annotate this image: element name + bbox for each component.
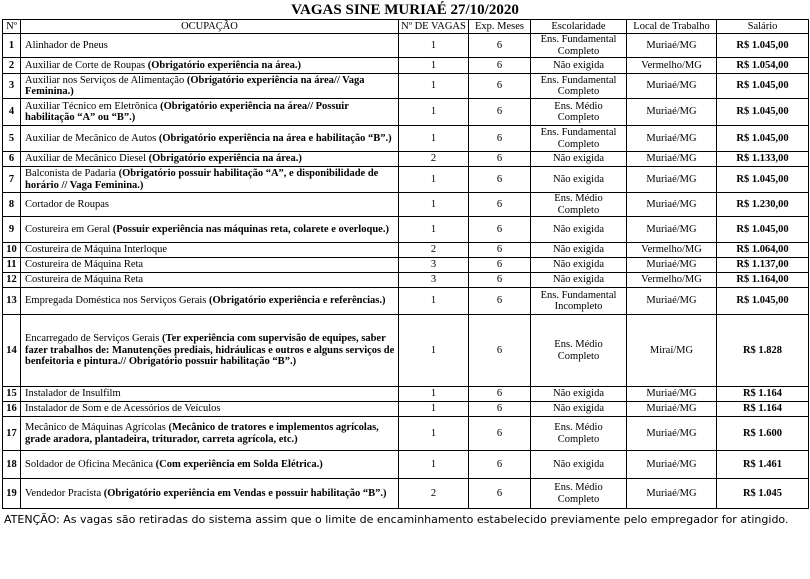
ocupacao-requirements: (Possuir experiência nas máquinas reta, colarete e overloque.) bbox=[112, 223, 389, 235]
row-salario: R$ 1.045 bbox=[717, 479, 809, 509]
row-salario: R$ 1.045,00 bbox=[717, 167, 809, 193]
row-salario: R$ 1.600 bbox=[717, 417, 809, 451]
row-number: 9 bbox=[3, 217, 21, 243]
table-header-row bbox=[3, 20, 809, 34]
row-exp: 6 bbox=[469, 99, 531, 126]
table-row bbox=[3, 58, 809, 74]
row-local: Muriaé/MG bbox=[627, 479, 717, 509]
row-number: 3 bbox=[3, 74, 21, 99]
row-ocupacao bbox=[21, 288, 399, 315]
attention-note: ATENÇÃO: As vagas são retiradas do sistema assim que o limite de encaminhamento estabelecido previamente pelo empregador for atingido. bbox=[4, 513, 789, 526]
row-local: Muriaé/MG bbox=[627, 34, 717, 58]
ocupacao-title: Costureira de Máquina Interloque bbox=[25, 244, 167, 256]
row-vagas: 1 bbox=[399, 451, 469, 479]
row-salario: R$ 1.164 bbox=[717, 402, 809, 417]
row-exp: 6 bbox=[469, 152, 531, 167]
ocupacao-title: Instalador de Som e de Acessórios de Veículos bbox=[25, 403, 221, 415]
row-escolaridade: Ens. Fundamental Completo bbox=[531, 126, 627, 152]
header-salario: Salário bbox=[717, 20, 809, 34]
header-vagas: Nº DE VAGAS bbox=[399, 20, 469, 34]
row-salario: R$ 1.064,00 bbox=[717, 243, 809, 258]
row-number: 5 bbox=[3, 126, 21, 152]
row-exp: 6 bbox=[469, 387, 531, 402]
ocupacao-title: Instalador de Insulfilm bbox=[25, 388, 121, 400]
page-title: VAGAS SINE MURIAÉ 27/10/2020 bbox=[291, 2, 519, 18]
row-escolaridade: Ens. Médio Completo bbox=[531, 315, 627, 387]
ocupacao-title: Costureira de Máquina Reta bbox=[25, 274, 144, 286]
header-ocupacao: OCUPAÇÃO bbox=[21, 20, 399, 34]
row-salario: R$ 1.045,00 bbox=[717, 217, 809, 243]
row-local: Miraí/MG bbox=[627, 315, 717, 387]
table-row bbox=[3, 167, 809, 193]
row-local: Muriaé/MG bbox=[627, 258, 717, 273]
row-local: Muriaé/MG bbox=[627, 126, 717, 152]
row-number: 18 bbox=[3, 451, 21, 479]
row-vagas: 1 bbox=[399, 34, 469, 58]
row-ocupacao bbox=[21, 258, 399, 273]
row-local: Muriaé/MG bbox=[627, 387, 717, 402]
row-salario: R$ 1.137,00 bbox=[717, 258, 809, 273]
row-escolaridade: Não exigida bbox=[531, 217, 627, 243]
ocupacao-title: Auxiliar Técnico em Eletrônica bbox=[25, 100, 158, 112]
row-salario: R$ 1.828 bbox=[717, 315, 809, 387]
row-escolaridade: Não exigida bbox=[531, 243, 627, 258]
row-salario: R$ 1.045,00 bbox=[717, 126, 809, 152]
table-row bbox=[3, 479, 809, 509]
job-listing-sheet bbox=[2, 1, 808, 530]
row-exp: 6 bbox=[469, 451, 531, 479]
ocupacao-requirements: (Obrigatório possuir habilitação “A”, e disponibilidade de horário // Vaga Feminina.) bbox=[25, 168, 379, 191]
row-vagas: 1 bbox=[399, 402, 469, 417]
ocupacao-title: Balconista de Padaria bbox=[25, 168, 116, 179]
ocupacao-title: Empregada Doméstica nos Serviços Gerais bbox=[25, 295, 207, 307]
table-row bbox=[3, 152, 809, 167]
row-escolaridade: Não exigida bbox=[531, 167, 627, 193]
row-number: 14 bbox=[3, 315, 21, 387]
row-local: Muriaé/MG bbox=[627, 217, 717, 243]
ocupacao-requirements: (Obrigatório experiência na área// Possuir habilitação “A” ou “B”.) bbox=[25, 100, 349, 123]
table-row bbox=[3, 258, 809, 273]
ocupacao-title: Auxiliar de Mecânico Diesel bbox=[25, 153, 146, 165]
row-ocupacao bbox=[21, 99, 399, 126]
row-escolaridade: Ens. Médio Completo bbox=[531, 417, 627, 451]
row-exp: 6 bbox=[469, 167, 531, 193]
row-exp: 6 bbox=[469, 288, 531, 315]
row-number: 11 bbox=[3, 258, 21, 273]
row-escolaridade: Ens. Fundamental Completo bbox=[531, 34, 627, 58]
table-row bbox=[3, 217, 809, 243]
ocupacao-requirements: (Ter experiência com supervisão de equipes, saber fazer trabalhos de: Manutenções prediais, hidráulicas e outros e alguns serviços de benfeitoria e pintura.// Obrigatório possuir habilitação “B”.) bbox=[25, 333, 395, 368]
header-escolaridade: Escolaridade bbox=[531, 20, 627, 34]
row-number: 15 bbox=[3, 387, 21, 402]
row-escolaridade: Não exigida bbox=[531, 152, 627, 167]
row-vagas: 2 bbox=[399, 152, 469, 167]
row-vagas: 1 bbox=[399, 58, 469, 74]
row-ocupacao bbox=[21, 74, 399, 99]
ocupacao-title: Costureira em Geral bbox=[25, 223, 111, 235]
row-vagas: 1 bbox=[399, 417, 469, 451]
ocupacao-requirements: (Obrigatório experiência e referências.) bbox=[209, 295, 386, 307]
row-exp: 6 bbox=[469, 217, 531, 243]
ocupacao-requirements: (Obrigatório experiência na área.) bbox=[147, 59, 301, 71]
row-salario: R$ 1.054,00 bbox=[717, 58, 809, 74]
ocupacao-requirements: (Obrigatório experiência na área.) bbox=[148, 153, 302, 165]
row-exp: 6 bbox=[469, 258, 531, 273]
row-salario: R$ 1.045,00 bbox=[717, 34, 809, 58]
ocupacao-title: Auxiliar de Corte de Roupas bbox=[25, 59, 146, 71]
row-salario: R$ 1.164,00 bbox=[717, 273, 809, 288]
row-ocupacao bbox=[21, 479, 399, 509]
row-number: 12 bbox=[3, 273, 21, 288]
row-escolaridade: Não exigida bbox=[531, 387, 627, 402]
row-local: Muriaé/MG bbox=[627, 402, 717, 417]
row-escolaridade: Ens. Fundamental Completo bbox=[531, 74, 627, 99]
row-salario: R$ 1.045,00 bbox=[717, 99, 809, 126]
row-escolaridade: Não exigida bbox=[531, 451, 627, 479]
row-ocupacao bbox=[21, 402, 399, 417]
row-vagas: 1 bbox=[399, 126, 469, 152]
row-exp: 6 bbox=[469, 74, 531, 99]
row-vagas: 1 bbox=[399, 193, 469, 217]
row-ocupacao bbox=[21, 152, 399, 167]
row-local: Vermelho/MG bbox=[627, 58, 717, 74]
row-vagas: 1 bbox=[399, 387, 469, 402]
row-ocupacao bbox=[21, 451, 399, 479]
row-ocupacao bbox=[21, 193, 399, 217]
row-vagas: 1 bbox=[399, 74, 469, 99]
row-local: Muriaé/MG bbox=[627, 417, 717, 451]
table-row bbox=[3, 193, 809, 217]
ocupacao-requirements: (Mecânico de tratores e implementos agrícolas, grade aradora, plantadeira, triturador, carreta agrícola, etc.) bbox=[25, 422, 379, 445]
row-exp: 6 bbox=[469, 243, 531, 258]
row-exp: 6 bbox=[469, 34, 531, 58]
header-local: Local de Trabalho bbox=[627, 20, 717, 34]
ocupacao-title: Encarregado de Serviços Gerais bbox=[25, 333, 160, 345]
row-ocupacao bbox=[21, 217, 399, 243]
table-row bbox=[3, 417, 809, 451]
row-vagas: 1 bbox=[399, 315, 469, 387]
row-number: 4 bbox=[3, 99, 21, 126]
jobs-table bbox=[2, 19, 809, 509]
row-salario: R$ 1.230,00 bbox=[717, 193, 809, 217]
row-exp: 6 bbox=[469, 126, 531, 152]
row-local: Muriaé/MG bbox=[627, 167, 717, 193]
row-local: Muriaé/MG bbox=[627, 193, 717, 217]
row-number: 19 bbox=[3, 479, 21, 509]
row-escolaridade: Ens. Médio Completo bbox=[531, 479, 627, 509]
table-row bbox=[3, 402, 809, 417]
row-number: 2 bbox=[3, 58, 21, 74]
row-ocupacao bbox=[21, 58, 399, 74]
row-ocupacao bbox=[21, 243, 399, 258]
row-vagas: 3 bbox=[399, 258, 469, 273]
ocupacao-title: Vendedor Pracista bbox=[25, 487, 102, 499]
ocupacao-requirements: (Obrigatório experiência na área e habilitação “B”.) bbox=[158, 132, 392, 144]
row-number: 1 bbox=[3, 34, 21, 58]
row-exp: 6 bbox=[469, 479, 531, 509]
ocupacao-requirements: (Com experiência em Solda Elétrica.) bbox=[155, 458, 323, 470]
row-ocupacao bbox=[21, 273, 399, 288]
row-salario: R$ 1.461 bbox=[717, 451, 809, 479]
row-ocupacao bbox=[21, 387, 399, 402]
table-row bbox=[3, 288, 809, 315]
ocupacao-title: Auxiliar nos Serviços de Alimentação bbox=[25, 74, 185, 86]
header-exp: Exp. Meses bbox=[469, 20, 531, 34]
row-salario: R$ 1.164 bbox=[717, 387, 809, 402]
row-salario: R$ 1.045,00 bbox=[717, 288, 809, 315]
row-escolaridade: Não exigida bbox=[531, 258, 627, 273]
table-row bbox=[3, 126, 809, 152]
row-ocupacao bbox=[21, 417, 399, 451]
row-number: 16 bbox=[3, 402, 21, 417]
table-row bbox=[3, 315, 809, 387]
row-ocupacao bbox=[21, 126, 399, 152]
row-exp: 6 bbox=[469, 58, 531, 74]
row-number: 7 bbox=[3, 167, 21, 193]
ocupacao-title: Auxiliar de Mecânico de Autos bbox=[25, 132, 157, 144]
row-exp: 6 bbox=[469, 273, 531, 288]
row-ocupacao bbox=[21, 167, 399, 193]
ocupacao-title: Soldador de Oficina Mecânica bbox=[25, 458, 153, 470]
table-row bbox=[3, 34, 809, 58]
ocupacao-requirements: (Obrigatório experiência em Vendas e possuir habilitação “B”.) bbox=[103, 487, 387, 499]
row-local: Muriaé/MG bbox=[627, 74, 717, 99]
ocupacao-title: Alinhador de Pneus bbox=[25, 39, 108, 51]
row-vagas: 1 bbox=[399, 167, 469, 193]
table-row bbox=[3, 243, 809, 258]
row-salario: R$ 1.133,00 bbox=[717, 152, 809, 167]
row-salario: R$ 1.045,00 bbox=[717, 74, 809, 99]
row-local: Muriaé/MG bbox=[627, 451, 717, 479]
row-escolaridade: Não exigida bbox=[531, 58, 627, 74]
ocupacao-title: Mecânico de Máquinas Agrícolas bbox=[25, 422, 166, 433]
row-vagas: 1 bbox=[399, 217, 469, 243]
ocupacao-title: Costureira de Máquina Reta bbox=[25, 259, 144, 271]
jobs-table-body bbox=[3, 34, 809, 509]
table-row bbox=[3, 99, 809, 126]
row-number: 17 bbox=[3, 417, 21, 451]
row-ocupacao bbox=[21, 315, 399, 387]
row-vagas: 2 bbox=[399, 479, 469, 509]
row-exp: 6 bbox=[469, 315, 531, 387]
row-exp: 6 bbox=[469, 193, 531, 217]
row-number: 13 bbox=[3, 288, 21, 315]
row-vagas: 3 bbox=[399, 273, 469, 288]
row-escolaridade: Ens. Fundamental Incompleto bbox=[531, 288, 627, 315]
row-escolaridade: Ens. Médio Completo bbox=[531, 193, 627, 217]
row-exp: 6 bbox=[469, 402, 531, 417]
ocupacao-title: Cortador de Roupas bbox=[25, 198, 109, 210]
row-number: 6 bbox=[3, 152, 21, 167]
row-vagas: 1 bbox=[399, 288, 469, 315]
row-ocupacao bbox=[21, 34, 399, 58]
row-number: 8 bbox=[3, 193, 21, 217]
table-row bbox=[3, 74, 809, 99]
row-local: Muriaé/MG bbox=[627, 288, 717, 315]
header-num: Nº bbox=[3, 20, 21, 34]
row-escolaridade: Não exigida bbox=[531, 273, 627, 288]
row-local: Muriaé/MG bbox=[627, 152, 717, 167]
row-local: Vermelho/MG bbox=[627, 243, 717, 258]
table-row bbox=[3, 387, 809, 402]
table-row bbox=[3, 451, 809, 479]
ocupacao-requirements: (Obrigatório experiência na área// Vaga Feminina.) bbox=[25, 74, 365, 97]
row-exp: 6 bbox=[469, 417, 531, 451]
row-vagas: 2 bbox=[399, 243, 469, 258]
row-local: Muriaé/MG bbox=[627, 99, 717, 126]
row-local: Vermelho/MG bbox=[627, 273, 717, 288]
row-number: 10 bbox=[3, 243, 21, 258]
row-escolaridade: Não exigida bbox=[531, 402, 627, 417]
table-row bbox=[3, 273, 809, 288]
row-escolaridade: Ens. Médio Completo bbox=[531, 99, 627, 126]
row-vagas: 1 bbox=[399, 99, 469, 126]
